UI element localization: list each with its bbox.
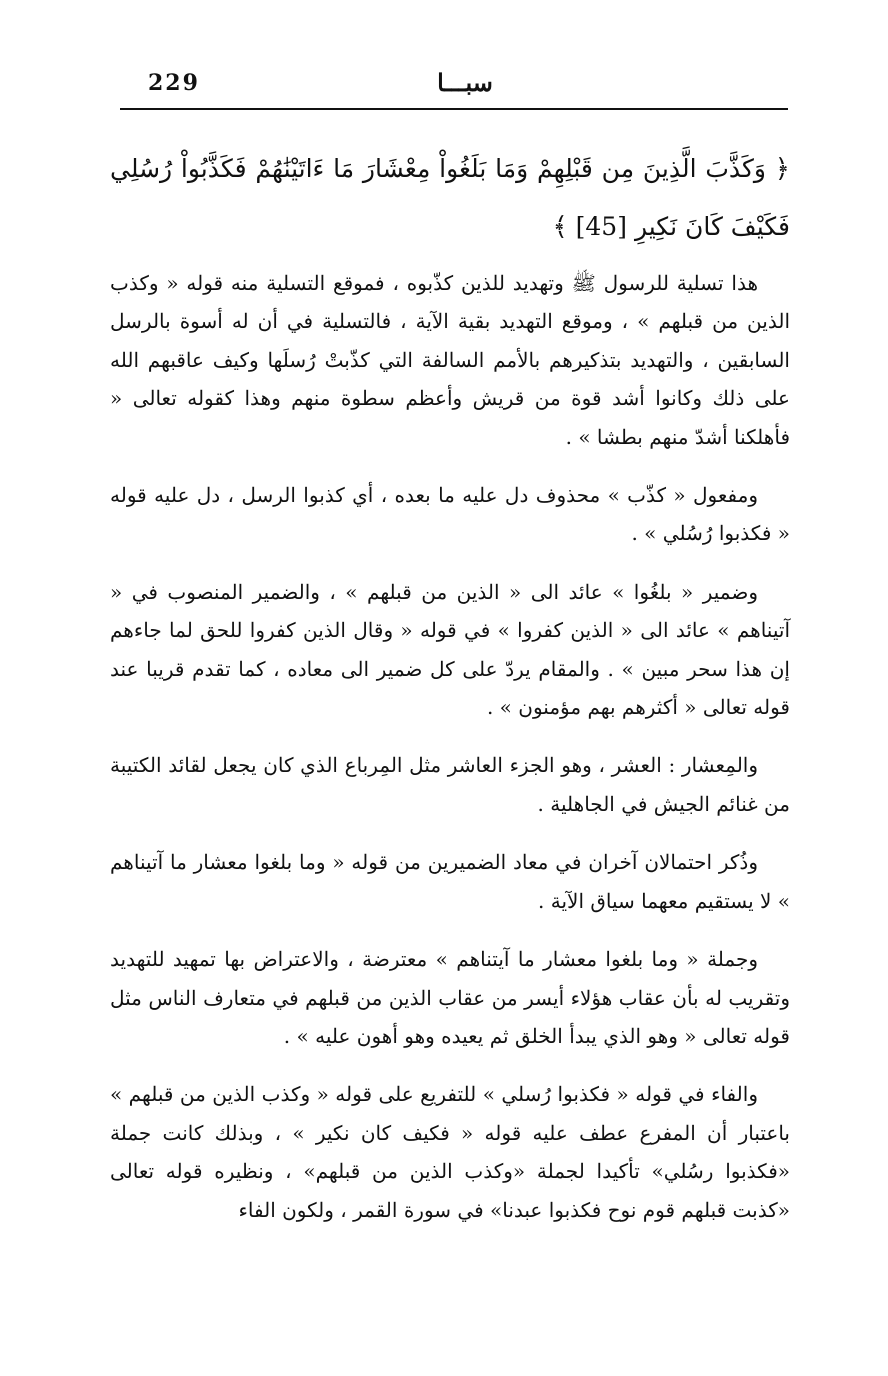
- commentary-body: [110, 264, 790, 1249]
- paragraph: هذا تسلية للرسول ﷺ وتهديد للذين كذّبوه ، فموقع التسلية منه قوله « وكذب الذين من قبلهم » ، وموقع التهديد بقية الآية ، فالتسلية في أن له أسوة بالرسل السابقين ، والتهديد بتذكيرهم بالأمم السالفة التي كذّبتْ رُسلَها وكيف عاقبهم الله على ذلك وكانوا أشد قوة من قريش وأعظم سطوة منهم وهذا كقوله تعالى « فأهلكنا أشدّ منهم بطشا » .: [110, 271, 790, 449]
- paragraph: والفاء في قوله « فكذبوا رُسلي » للتفريع على قوله « وكذب الذين من قبلهم » باعتبار أن المفرع عطف عليه قوله « فكيف كان نكير » ، وبذلك كانت جملة «فكذبوا رسُلي» تأكيدا لجملة «وكذب الذين من قبلهم» ، ونظيره قوله تعالى «كذبت قبلهم قوم نوح فكذبوا عبدنا» في سورة القمر ، ولكون الفاء: [110, 1082, 790, 1222]
- verse-text: وَكَذَّبَ الَّذِينَ مِن قَبْلِهِمْ وَمَا بَلَغُواْ مِعْشَارَ مَا ءَاتَيْنَٰهُمْ فَكَذَّبُواْ رُسُلِي فَكَيْفَ كَانَ نَكِيرِ: [110, 154, 790, 241]
- paragraph: ومفعول « كذّب » محذوف دل عليه ما بعده ، أي كذبوا الرسل ، دل عليه قوله « فكذبوا رُسُلي » .: [110, 483, 790, 546]
- paragraph: وجملة « وما بلغوا معشار ما آيتناهم » معترضة ، والاعتراض بها تمهيد للتهديد وتقريب له بأن عقاب هؤلاء أيسر من عقاب الذين من قبلهم في متعارف الناس مثل قوله تعالى « وهو الذي يبدأ الخلق ثم يعيده وهو أهون عليه » .: [110, 947, 790, 1048]
- paragraph: والمِعشار : العشر ، وهو الجزء العاشر مثل المِرباع الذي كان يجعل لقائد الكتيبة من غنائم الجيش في الجاهلية .: [110, 753, 790, 816]
- ayah-number: [45]: [575, 212, 627, 241]
- verse-close-bracket: ﴾: [552, 212, 568, 242]
- page-header: [120, 64, 788, 112]
- header-rule: [120, 108, 788, 110]
- page-number: 229: [148, 70, 200, 96]
- running-title: سبـــا: [437, 68, 493, 97]
- paragraph: وضمير « بلغُوا » عائد الى « الذين من قبلهم » ، والضمير المنصوب في « آتيناهم » عائد الى « الذين كفروا » في قوله « وقال الذين كفروا للحق لما جاءهم إن هذا سحر مبين » . والمقام يردّ على كل ضمير الى معاده ، كما تقدم قريبا عند قوله تعالى « أكثرهم بهم مؤمنون » .: [110, 579, 790, 720]
- verse-open-bracket: ﴿: [774, 154, 790, 184]
- quran-verse: [110, 140, 790, 256]
- paragraph: وذُكر احتمالان آخران في معاد الضميرين من قوله « وما بلغوا معشار ما آتيناهم » لا يستقيم معهما سياق الآية .: [110, 850, 790, 913]
